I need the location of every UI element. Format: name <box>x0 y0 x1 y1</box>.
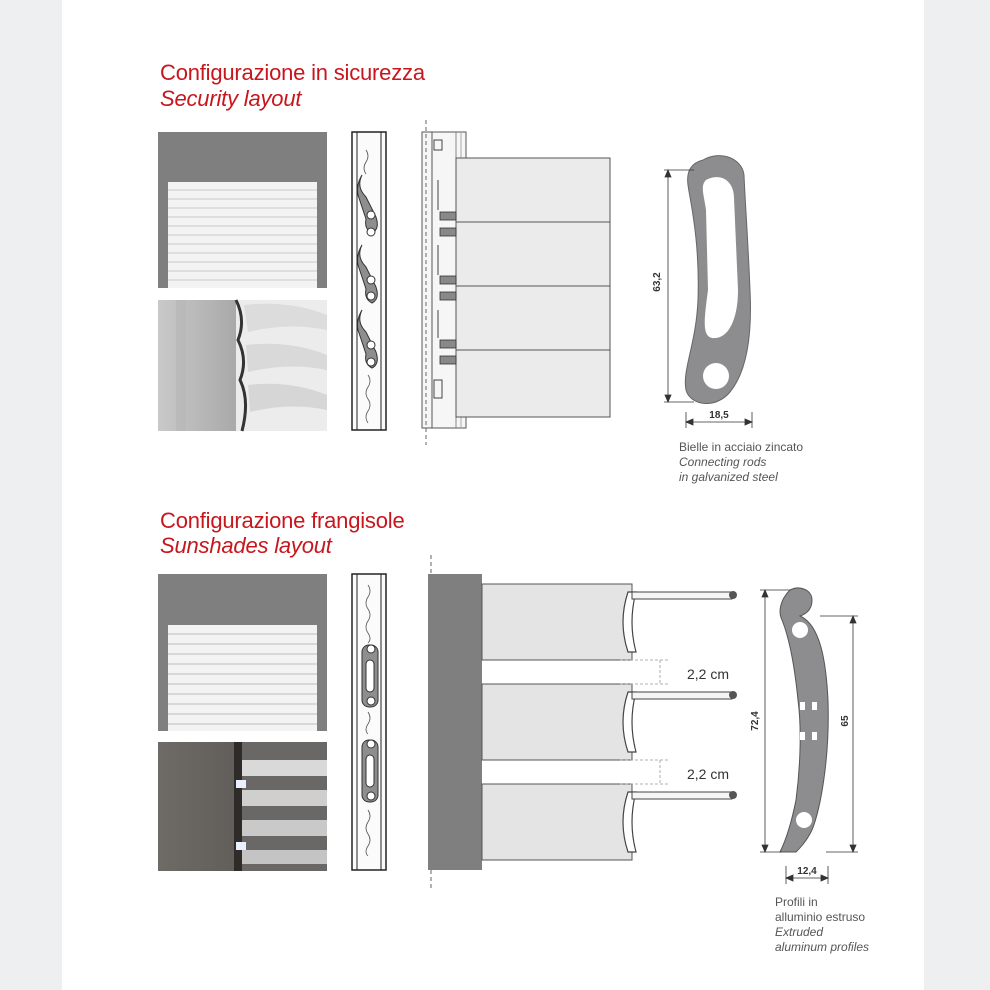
security-dim-height: 63,2 <box>652 272 663 292</box>
sunshades-gap-label-2: 2,2 cm <box>687 766 730 782</box>
security-caption-en-1: Connecting rods <box>679 455 767 469</box>
security-photo <box>158 300 327 431</box>
sunshades-dim-width: 12,4 <box>797 866 817 877</box>
sunshades-dim-inner: 65 <box>840 715 851 727</box>
security-slat-profile <box>652 156 752 428</box>
security-dim-width: 18,5 <box>709 410 729 421</box>
sunshades-dim-total: 72,4 <box>750 711 761 731</box>
sunshades-title-it: Configurazione frangisole <box>160 508 405 533</box>
sunshades-title-en: Sunshades layout <box>160 533 332 558</box>
security-shutter-illustration <box>158 132 327 288</box>
security-title-en: Security layout <box>160 86 302 111</box>
security-caption <box>679 440 803 485</box>
sunshades-connecting-rods-strip <box>352 574 386 870</box>
sunshades-caption <box>775 895 869 955</box>
security-caption-it: Bielle in acciaio zincato <box>679 440 804 454</box>
security-title-it: Configurazione in sicurezza <box>160 60 425 85</box>
sunshades-shutter-illustration <box>158 574 327 731</box>
sunshades-side-section <box>428 555 737 890</box>
sunshades-caption-it-2: alluminio estruso <box>775 910 866 924</box>
sunshades-caption-en-1: Extruded <box>775 925 824 939</box>
sunshades-photo <box>158 742 327 871</box>
security-connecting-rods-strip <box>352 132 386 430</box>
security-caption-en-2: in galvanized steel <box>679 470 778 484</box>
security-side-section <box>422 120 610 445</box>
sunshades-gap-label-1: 2,2 cm <box>687 666 730 682</box>
sunshades-slat-profile <box>750 588 858 884</box>
sunshades-caption-it-1: Profili in <box>775 895 818 909</box>
sunshades-caption-en-2: aluminum profiles <box>775 940 870 954</box>
